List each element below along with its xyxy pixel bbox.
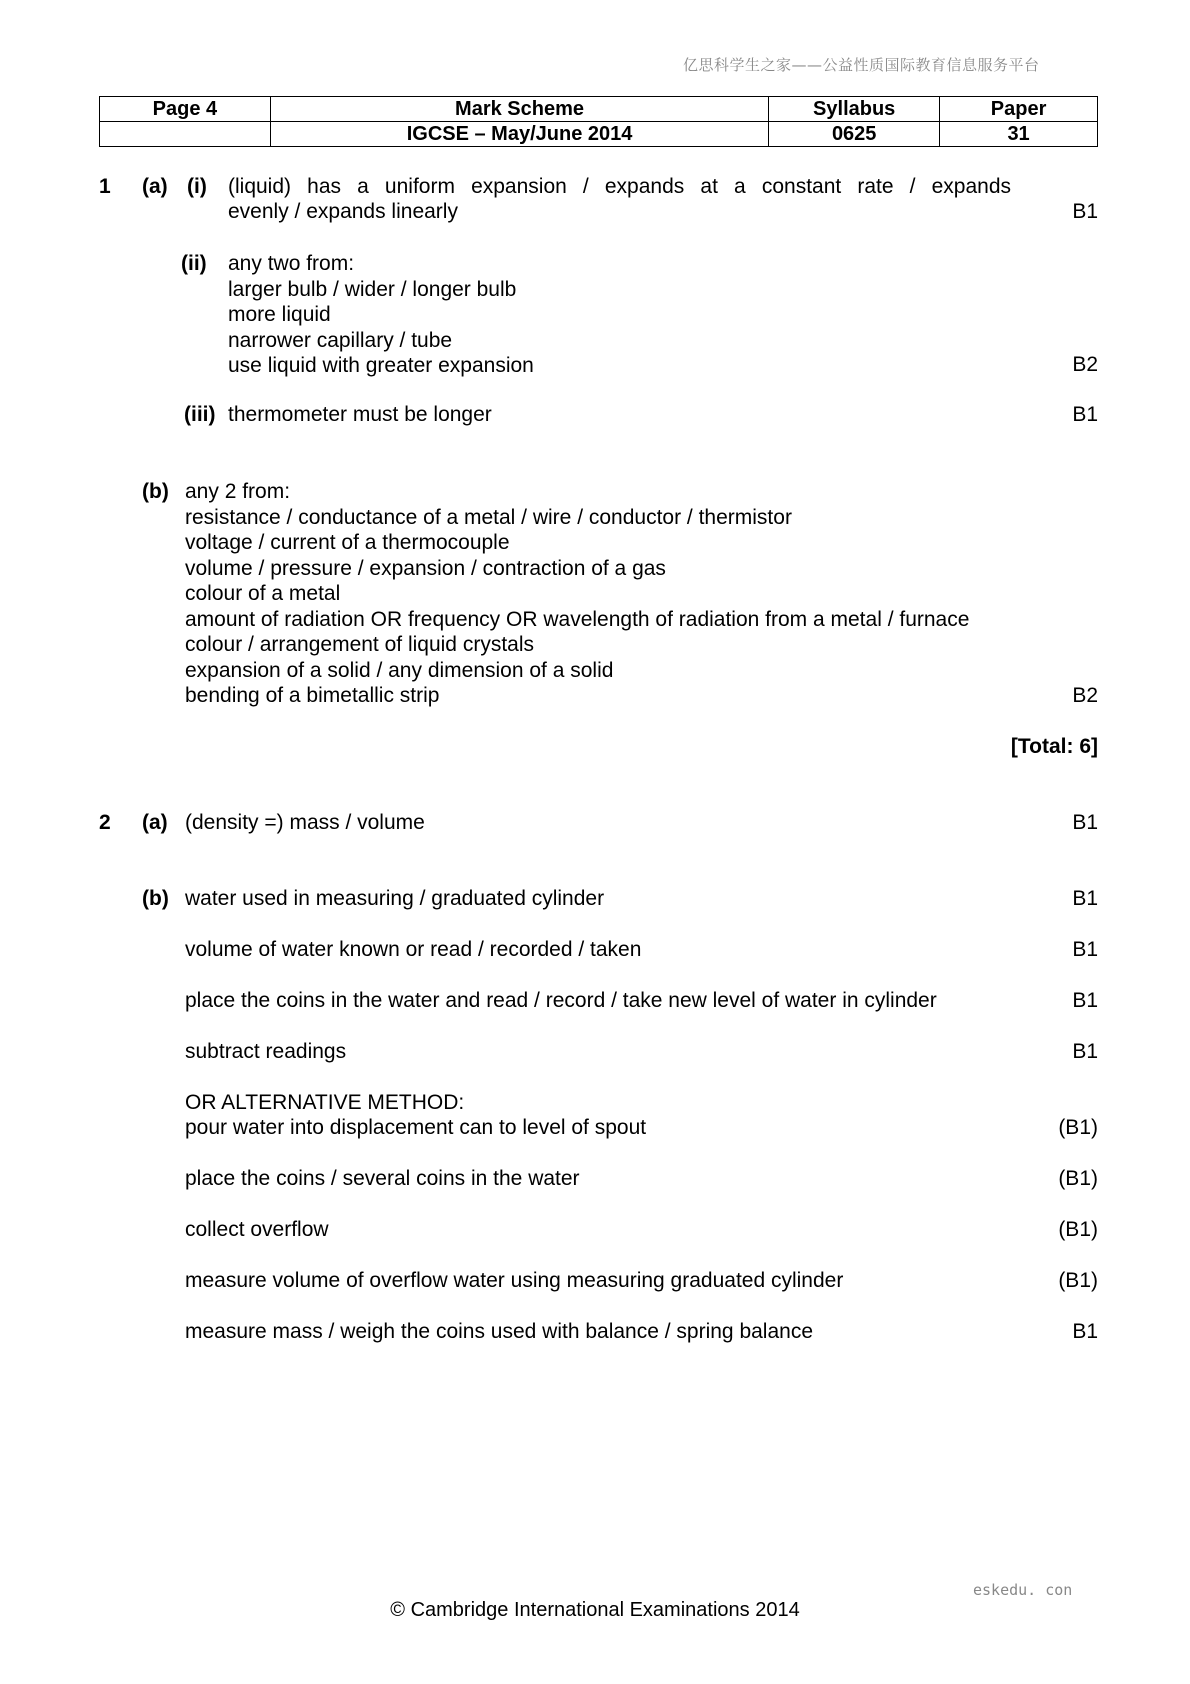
q1-number: 1 — [99, 175, 111, 198]
q2-a-mark: B1 — [1072, 811, 1098, 834]
q1-b-label: (b) — [142, 480, 169, 503]
q1-a-ii-line: narrower capillary / tube — [228, 328, 453, 352]
q2-alt-item-text: collect overflow — [185, 1218, 329, 1241]
q2-b-item-text: place the coins in the water and read / record / take new level of water in cylinder — [185, 989, 937, 1012]
q1-b-line: amount of radiation OR frequency OR wavelength of radiation from a metal / furnace — [185, 607, 970, 631]
header-doc-type: Mark Scheme — [270, 97, 768, 122]
q2-b-item-mark: B1 — [1072, 989, 1098, 1012]
header-row-2 — [100, 122, 1098, 147]
q2-b-item-text: water used in measuring / graduated cylinder — [185, 887, 605, 910]
q2-alt-item-mark: B1 — [1072, 1320, 1098, 1343]
q1-a-iii-mark: B1 — [1072, 403, 1098, 426]
q2-b-item-text: subtract readings — [185, 1040, 347, 1063]
q2-a-text: (density =) mass / volume — [185, 811, 425, 834]
q1-a-ii-line: use liquid with greater expansion — [228, 354, 534, 377]
q1-b-line: voltage / current of a thermocouple — [185, 531, 510, 554]
q1-a-i-mark: B1 — [1072, 200, 1098, 223]
q2-b-item-mark: B1 — [1072, 1040, 1098, 1063]
q1-a-i-line1: (liquid) has a uniform expansion / expands at a constant rate / expands — [228, 175, 1011, 198]
q2-alt-item-mark: (B1) — [1058, 1116, 1098, 1139]
q1-b-line: colour / arrangement of liquid crystals — [185, 633, 534, 656]
q1-a-ii-line: more liquid — [228, 303, 331, 326]
q1-b-line: volume / pressure / expansion / contraction of a gas — [185, 556, 666, 580]
q1-a-ii-line: any two from: — [228, 252, 355, 275]
header-row-1 — [100, 97, 1098, 122]
q2-alt-item-text: measure volume of overflow water using measuring graduated cylinder — [185, 1269, 844, 1292]
header-empty-cell — [100, 122, 271, 147]
q1-a-ii-list — [228, 251, 534, 379]
q1-b-list — [185, 479, 969, 709]
q2-a-label: (a) — [142, 811, 168, 834]
q2-alt-item-text: pour water into displacement can to level of spout — [185, 1116, 647, 1139]
q2-b-label: (b) — [142, 887, 169, 910]
header-paper-number: 31 — [940, 122, 1098, 147]
q2-alt-item-text: measure mass / weigh the coins used with balance / spring balance — [185, 1320, 814, 1343]
q2-alt-item-mark: (B1) — [1058, 1167, 1098, 1190]
q1-a-i-line2: evenly / expands linearly — [228, 200, 458, 223]
header-exam-session: IGCSE – May/June 2014 — [270, 122, 768, 147]
header-page: Page 4 — [100, 97, 271, 122]
q2-b-item-mark: B1 — [1072, 938, 1098, 961]
q1-total: [Total: 6] — [1010, 735, 1098, 758]
header-paper-label: Paper — [940, 97, 1098, 122]
q1-a-label: (a) — [142, 175, 168, 198]
q1-b-line: resistance / conductance of a metal / wire / conductor / thermistor — [185, 505, 792, 529]
q1-b-line: bending of a bimetallic strip — [185, 684, 440, 707]
q2-alt-item-mark: (B1) — [1058, 1218, 1098, 1241]
watermark-bottom: eskedu. con — [973, 1581, 1073, 1599]
q1-a-ii-label: (ii) — [181, 252, 207, 275]
q2-alt-item-text: place the coins / several coins in the water — [185, 1167, 580, 1190]
header-syllabus-label: Syllabus — [769, 97, 940, 122]
q1-a-iii-text: thermometer must be longer — [228, 403, 492, 426]
q2-alt-item-mark: (B1) — [1058, 1269, 1098, 1292]
watermark-top: 亿思科学生之家——公益性质国际教育信息服务平台 — [683, 56, 1040, 74]
footer-copyright: © Cambridge International Examinations 2014 — [390, 1599, 800, 1621]
q1-a-i-label: (i) — [187, 175, 207, 198]
header-syllabus-code: 0625 — [769, 122, 940, 147]
q2-number: 2 — [99, 811, 111, 834]
q1-b-line: expansion of a solid / any dimension of a solid — [185, 658, 614, 682]
q1-b-line: colour of a metal — [185, 582, 341, 605]
q2-b-item-mark: B1 — [1072, 887, 1098, 910]
q1-b-line: any 2 from: — [185, 480, 291, 503]
q1-b-mark: B2 — [1072, 684, 1098, 707]
q1-a-ii-line: larger bulb / wider / longer bulb — [228, 277, 517, 301]
q2-alt-heading: OR ALTERNATIVE METHOD: — [185, 1091, 465, 1114]
q1-a-iii-label: (iii) — [184, 403, 216, 426]
q1-a-ii-mark: B2 — [1072, 353, 1098, 376]
q2-b-item-text: volume of water known or read / recorded / taken — [185, 938, 642, 961]
header-table — [99, 96, 1098, 147]
